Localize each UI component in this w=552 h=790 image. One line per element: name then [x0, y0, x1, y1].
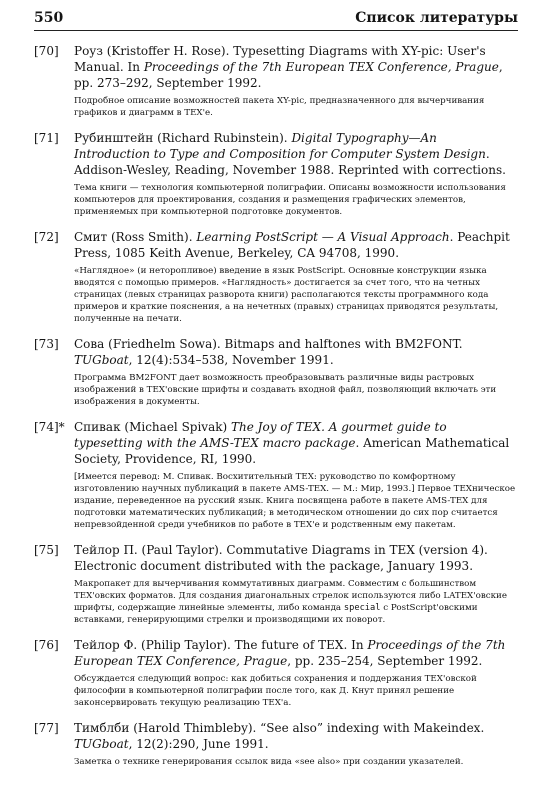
entry-annotation: Обсуждается следующий вопрос: как добиться сохранения и поддержания TEX'овской философии в компьютерной полиграфии после того, как Д. Кнут принял решение законсервировать текущую реализацию TEX'а.: [74, 674, 477, 708]
entry-number: [76]: [34, 638, 59, 652]
bib-entry-72: [34, 229, 516, 325]
entry-number: [71]: [34, 131, 59, 145]
entry-number: [75]: [34, 543, 59, 557]
bib-entry-76: [34, 637, 516, 709]
entry-annotation: Программа BM2FONT дает возможность преобразовывать различные виды растровых изображений в TEX'овские шрифты и создавать входной файл, позволяющий включать эти изображения в документы.: [74, 373, 497, 407]
entry-number: [74]*: [34, 420, 65, 434]
entry-citation: Роуз (Kristoffer H. Rose). Typesetting Diagrams with XY-pic: User's Manual. In Proceedings of the 7th European TEX Conference, Prague, pp. 273–292, September 1992.: [74, 44, 503, 90]
bib-entry-74: [34, 419, 516, 531]
entry-annotation: Тема книги — технология компьютерной полиграфии. Описаны возможности использования компьютеров для проектирования, создания и размещения графических элементов, применяемых при компьютерной подготовке документов.: [74, 183, 506, 217]
entry-number: [77]: [34, 721, 59, 735]
entry-annotation: «Наглядное» (и неторопливое) введение в язык PostScript. Основные конструкции языка вводятся с помощью примеров. «Наглядность» достигается за счет того, что на четных страницах (левых страницах разворота книги) располагаются тексты программного кода примеров и краткие пояснения, а на нечетных (правых) страницах приводятся результаты, полученные на печати.: [74, 266, 499, 324]
bib-entry-70: [34, 43, 516, 119]
running-head: Список литературы: [355, 10, 518, 26]
entry-citation: Тейлор Ф. (Philip Taylor). The future of TEX. In Proceedings of the 7th European TEX Conference, Prague, pp. 235–254, September 1992.: [74, 638, 506, 668]
entry-citation: Спивак (Michael Spivak) The Joy of TEX. A gourmet guide to typesetting with the AMS-TEX macro package. American Mathematical Society, Providence, RI, 1990.: [74, 420, 510, 466]
entry-annotation: Заметка о технике генерирования ссылок вида «see also» при создании указателей.: [74, 757, 464, 767]
bib-entry-73: [34, 336, 516, 408]
entry-annotation: Макропакет для вычерчивания коммутативных диаграмм. Совместим с большинством TEX'овских форматов. Для создания диагональных стрелок используются либо LATEX'овские шрифты, содержащие линейные элементы, либо команда special с PostScript'овскими вставками, генерирующими стрелки и производящими их поворот.: [74, 579, 507, 625]
bibliography-list: [34, 43, 516, 779]
entry-citation: Рубинштейн (Richard Rubinstein). Digital Typography—An Introduction to Type and Composition for Computer System Design. Addison-Wesley, Reading, November 1988. Reprinted with corrections.: [74, 131, 506, 177]
entry-number: [70]: [34, 44, 59, 58]
entry-citation: Смит (Ross Smith). Learning PostScript — A Visual Approach. Peachpit Press, 1085 Keith Avenue, Berkeley, CA 94708, 1990.: [74, 230, 510, 260]
entry-number: [73]: [34, 337, 59, 351]
entry-citation: Тейлор П. (Paul Taylor). Commutative Diagrams in TEX (version 4). Electronic document distributed with the package, January 1993.: [74, 543, 488, 573]
bib-entry-77: [34, 720, 516, 768]
entry-annotation: [Имеется перевод: М. Спивак. Восхитительный TEX: руководство по комфортному изготовлению научных публикаций в пакете AMS-TEX. — М.: Мир, 1993.] Первое TEXническое издание, переведенное на русский язык. Книга посвящена работе в пакете AMS-TEX для подготовки математических публикаций; в методическом отношении до сих пор считается непревзойденной среди учебников по работе в TEX'е и родственным ему пакетам.: [74, 472, 516, 530]
entry-number: [72]: [34, 230, 59, 244]
bib-entry-75: [34, 542, 516, 626]
entry-citation: Тимблби (Harold Thimbleby). “See also” indexing with Makeindex. TUGboat, 12(2):290, June 1991.: [74, 721, 485, 751]
entry-annotation: Подробное описание возможностей пакета XY-pic, предназначенного для вычерчивания графиков и диаграмм в TEX'е.: [74, 96, 485, 118]
bib-entry-71: [34, 130, 516, 218]
entry-citation: Сова (Friedhelm Sowa). Bitmaps and halftones with BM2FONT. TUGboat, 12(4):534–538, November 1991.: [74, 337, 463, 367]
page-number: 550: [34, 10, 64, 26]
page-header: [34, 8, 518, 31]
